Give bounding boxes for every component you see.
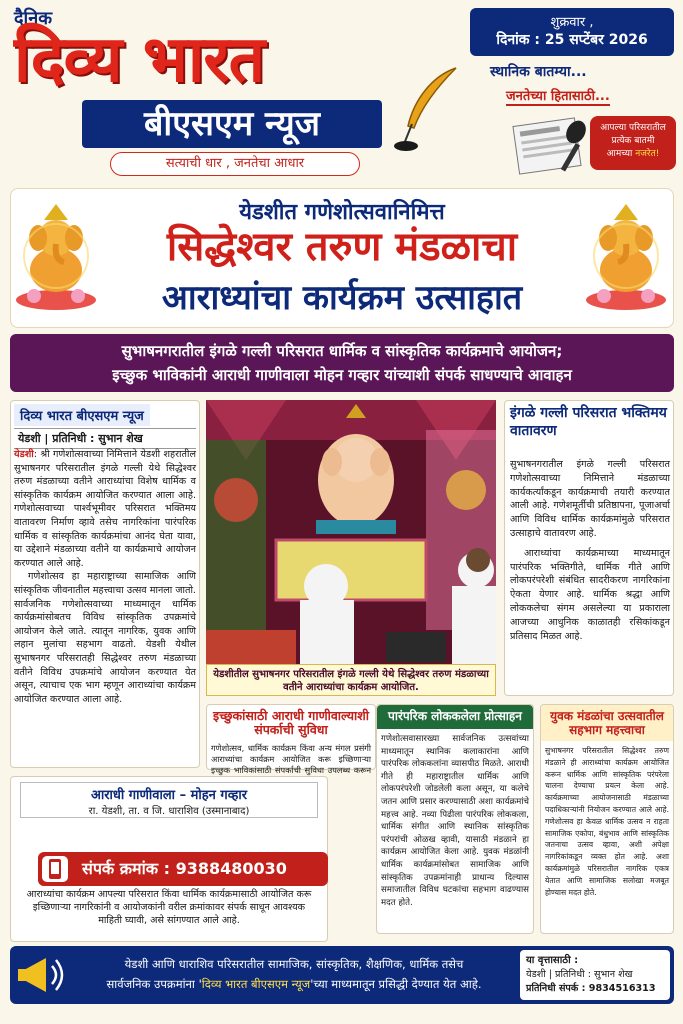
newspaper-mic-icon bbox=[512, 112, 602, 178]
dateline-place: येडशी bbox=[14, 449, 34, 460]
masthead-bsm-news: बीएसएम न्यूज bbox=[82, 100, 382, 148]
every-news-badge bbox=[590, 116, 676, 170]
every-news-line3: आमच्या bbox=[606, 149, 633, 159]
left-column-heading: दिव्य भारत बीएसएम न्यूज bbox=[14, 404, 150, 426]
reporter-line: येडशी | प्रतिनिधी : सुभान शेख bbox=[526, 969, 633, 980]
right-column-heading: इंगळे गल्ली परिसरात भक्तिमय वातावरण bbox=[510, 405, 667, 439]
left-paragraph-1: : श्री गणेशोत्सवाच्या निमित्ताने येडशी शहरातील सुभाषनगर परिसरातील इंगळे गल्ली येथे सिद्धेश्वर तरुण मंडळाच्या वतीने आराध्यांचा विशेष धार्मिक व सांस्कृतिक कार्यक्रम आयोजित करण्यात आला आहे. गणेशोत्सवाच्या पार्श्वभूमीवर परिसरात भक्तिमय वातावरण निर्माण व्हावे तसेच नागरिकांना पारंपरिक धार्मिक व सांस्कृतिक कार्यक्रमांचा आनंद घेता यावा, या उद्देशाने मंडळाच्या वतीने या कार्यक्रमाचे आयोजन करण्यात आले आहे. bbox=[14, 449, 196, 569]
right-paragraph-2: आराध्यांचा कार्यक्रमाच्या माध्यमातून पारंपरिक भक्तिगीते, धार्मिक गीते आणि लोकपरंपरेशी संबंधित सादरीकरण नागरिकांना ऐकता येणार आहे. धार्मिक श्रद्धा आणि लोककलेचा संगम असलेल्या या प्रकाराला आजच्या आधुनिक काळातही रसिकांकडून प्रतिसाद मिळत आहे. bbox=[510, 547, 670, 642]
singer-name: आराधी गाणीवाला – मोहन गव्हार bbox=[90, 788, 248, 803]
event-photo bbox=[206, 400, 496, 696]
newspaper-title: दिव्य भारत bbox=[14, 23, 265, 97]
phone-label: संपर्क क्रमांक : bbox=[82, 859, 171, 878]
every-news-highlight: नजरेत! bbox=[635, 149, 660, 159]
right-paragraph-1: सुभाषनगरातील इंगळे गल्ली परिसरात गणेशोत्सवाच्या निमित्ताने मंडळाच्या कार्यकर्त्यांकडून कार्यक्रमाची तयारी करण्यात आली आहे. गणेशमूर्तीची प्रतिष्ठापना, पूजाअर्चा आणि विविध धार्मिक कार्यक्रमांमुळे परिसरात उत्साहाचे वातावरण आहे. bbox=[510, 459, 670, 539]
reporter-heading: या वृत्तासाठी : bbox=[526, 955, 579, 966]
folk-art-text: गणेशोत्सवासारख्या सार्वजनिक उत्सवांच्या माध्यमातून स्थानिक कलाकारांना आणि पारंपरिक लोककलांना व्यासपीठ मिळते. आराधी गीते ही महाराष्ट्रातील धार्मिक आणि लोकपरंपरेशी जोडलेली कला असून, या कलेचे जतन आणि प्रसार करण्यासाठी अशा कार्यक्रमांचे महत्त्व आहे. नव्या पिढीला पारंपरिक लोककला, धार्मिक संगीत आणि स्थानिक सांस्कृतिक परंपरांची ओळख व्हावी, यासाठी मंडळाने हा कार्यक्रम आयोजित केला आहे. युवक मंडळांनी धार्मिक कार्यक्रमांसोबत सामाजिक आणि सांस्कृतिक उपक्रमांनाही प्राधान्य दिल्यास समाजातील विविध घटकांचा सहभाग वाढण्यास मदत होते. bbox=[381, 734, 529, 908]
contact-facility-heading: इच्छुकांसाठी आराधी गाणीवाल्याशी संपर्काची सुविधा bbox=[207, 705, 375, 741]
footer-line2a: सार्वजनिक उपक्रमांना ' bbox=[106, 977, 202, 991]
headline-line1: येडशीत गणेशोत्सवानिमित्त bbox=[239, 200, 445, 225]
sub-headline-line1: सुभाषनगरातील इंगळे गल्ली परिसरात धार्मिक व सांस्कृतिक कार्यक्रमाचे आयोजन; bbox=[121, 342, 563, 360]
footer-text bbox=[74, 954, 514, 994]
date-label: दिनांक : 25 सप्टेंबर 2026 bbox=[496, 32, 648, 48]
day-label: शुक्रवार , bbox=[550, 15, 594, 30]
left-paragraph-2: गणेशोत्सव हा महाराष्ट्राच्या सामाजिक आणि सांस्कृतिक जीवनातील महत्त्वाचा उत्सव मानला जातो. सार्वजनिक गणेशोत्सवाच्या माध्यमातून धार्मिक कार्यक्रमांसोबतच विविध सांस्कृतिक उपक्रमांचे आयोजन केले जाते. त्यातून नागरिक, युवक आणि लहान मुलांचा सहभाग वाढतो. येडशी येथील सुभाषनगर परिसरातही सिद्धेश्वर तरुण मंडळाच्या वतीने विविध उपक्रमांचे आयोजन करण्यात येत असून, त्याचाच एक भाग म्हणून आराध्यांचा कार्यक्रम आयोजित करण्यात आला आहे. bbox=[14, 571, 196, 705]
reporter-box bbox=[520, 950, 670, 1000]
public-interest-label: जनतेच्या हितासाठी... bbox=[506, 86, 610, 106]
local-news-label: स्थानिक बातम्या... bbox=[490, 64, 587, 80]
megaphone-icon bbox=[16, 952, 70, 998]
phone-bar[interactable] bbox=[38, 852, 328, 886]
headline-line2: सिद्धेश्वर तरुण मंडळाचा bbox=[166, 224, 518, 270]
singer-info bbox=[20, 782, 318, 818]
masthead-tagline: सत्याची धार , जनतेचा आधार bbox=[110, 152, 360, 176]
youth-mandal-box bbox=[540, 704, 674, 934]
footer-line1: येडशी आणि धाराशिव परिसरातील सामाजिक, सांस्कृतिक, शैक्षणिक, धार्मिक तसेच bbox=[124, 957, 464, 971]
sub-headline-line2: इच्छुक भाविकांनी आराधी गाणीवाला मोहन गव्हार यांच्याशी संपर्क साधण्याचे आवाहन bbox=[112, 366, 572, 384]
photo-caption: येडशीतील सुभाषनगर परिसरातील इंगळे गल्ली येथे सिद्धेश्वर तरुण मंडळाच्या वतीने आराध्यांचा कार्यक्रम आयोजित. bbox=[206, 664, 496, 696]
footer-brand: दिव्य भारत बीएसएम न्यूज bbox=[201, 977, 311, 991]
singer-address: रा. येडशी, ता. व जि. धाराशिव (उस्मानाबाद) bbox=[88, 806, 250, 817]
headline-line3: आराध्यांचा कार्यक्रम उत्साहात bbox=[161, 278, 523, 318]
masthead-dainik: दैनिक bbox=[14, 8, 53, 29]
left-column-body bbox=[14, 448, 196, 706]
phone-number[interactable]: 9388480030 bbox=[175, 859, 287, 878]
byline: येडशी | प्रतिनिधी : सुभान शेख bbox=[14, 428, 196, 449]
date-box bbox=[470, 8, 674, 56]
every-news-line1: आपल्या परिसरातील bbox=[600, 123, 666, 133]
youth-mandal-text: सुभाषनगर परिसरातील सिद्धेश्वर तरुण मंडळाने ही आराध्यांचा कार्यक्रम आयोजित करून धार्मिक आणि सांस्कृतिक परंपरेला चालना देण्याचा प्रयत्न केला आहे. कार्यक्रमाच्या आयोजनासाठी मंडळाच्या पदाधिकाऱ्यांनी नियोजन करण्यात आले आहे. गणेशोत्सव हा केवळ धार्मिक उत्सव न राहता सामाजिक एकोपा, बंधुभाव आणि सांस्कृतिक जतनाचा उत्सव व्हावा, अशी अपेक्षा नागरिकांकडून व्यक्त होत आहे. अशा कार्यक्रमांमुळे परिसरातील नागरिक एकत्र येतात आणि सामाजिक सलोखा मजबूत होण्यास मदत होते. bbox=[545, 746, 669, 897]
footer-line2b: 'च्या माध्यमातून प्रसिद्धी देण्यात येत आहे. bbox=[310, 977, 482, 991]
phone-icon bbox=[42, 856, 68, 882]
contact-facility-text: गणेशोत्सव, धार्मिक कार्यक्रम किंवा अन्य मंगल प्रसंगी आराध्यांचा कार्यक्रम आयोजित करू इच्छिणाऱ्या इच्छुक भाविकांसाठी संपर्काची सुविधा उपलब्ध करून bbox=[211, 743, 371, 775]
reporter-contact: प्रतिनिधी संपर्क : 9834516313 bbox=[526, 983, 656, 994]
contact-note: आराध्यांचा कार्यक्रम आपल्या परिसरात किंवा धार्मिक कार्यक्रमासाठी आयोजित करू इच्छिणाऱ्या नागरिकांनी व आयोजकांनी वरील क्रमांकावर संपर्क साधून आवश्यक माहिती घ्यावी, असे सांगण्यात आले आहे. bbox=[26, 889, 312, 926]
folk-art-heading: पारंपरिक लोककलेला प्रोत्साहन bbox=[377, 705, 533, 729]
folk-art-box bbox=[376, 704, 534, 934]
right-column-body bbox=[510, 458, 670, 643]
quill-icon bbox=[392, 66, 462, 152]
contact-facility-box bbox=[206, 704, 376, 775]
every-news-line2: प्रत्येक बातमी bbox=[611, 136, 655, 146]
youth-mandal-heading: युवक मंडळांचा उत्सवातील सहभाग महत्त्वाचा bbox=[541, 705, 673, 741]
sub-headline-banner bbox=[10, 334, 674, 392]
